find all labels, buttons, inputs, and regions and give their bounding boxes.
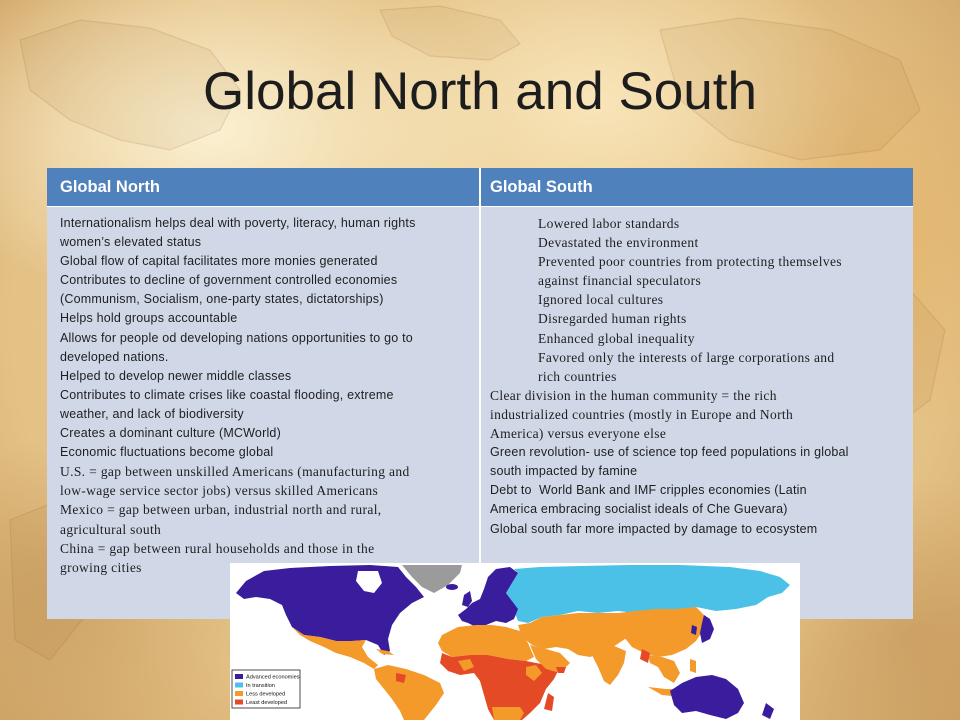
- south-item: [490, 233, 913, 252]
- region-iceland: [446, 584, 458, 590]
- region-south-america: [374, 665, 444, 720]
- global-south-cell: [481, 207, 913, 619]
- north-line: developed nations.: [60, 349, 169, 364]
- header-global-north: Global North: [47, 168, 479, 206]
- south-line: America) versus everyone else: [490, 426, 667, 442]
- north-line: Mexico = gap between urban, industrial north and rural,: [60, 502, 382, 518]
- north-item: [60, 462, 479, 500]
- region-southern-africa: [492, 707, 524, 720]
- north-line: (Communism, Socialism, one-party states, dictatorships): [60, 292, 384, 307]
- legend-swatch: [235, 700, 243, 705]
- north-line: weather, and lack of biodiversity: [60, 406, 244, 421]
- south-line: Enhanced global inequality: [538, 330, 695, 346]
- south-line: Disregarded human rights: [538, 311, 687, 327]
- comparison-table: [47, 168, 913, 619]
- region-india: [592, 643, 626, 685]
- south-line: Lowered labor standards: [538, 216, 680, 231]
- legend-swatch: [235, 683, 243, 688]
- header-global-south: Global South: [481, 168, 913, 206]
- north-line: low-wage service sector jobs) versus skilled Americans: [60, 483, 379, 499]
- north-line: Contributes to climate crises like coastal flooding, extreme: [60, 387, 394, 402]
- north-item: [60, 424, 479, 443]
- south-item: [490, 348, 913, 386]
- south-line: Debt to World Bank and IMF cripples economies (Latin: [490, 483, 807, 498]
- north-line: Helped to develop newer middle classes: [60, 368, 292, 383]
- legend-label: Least developed: [246, 700, 288, 706]
- north-line: U.S. = gap between unskilled Americans (manufacturing and: [60, 464, 410, 480]
- north-line: Internationalism helps deal with poverty, literacy, human rights: [60, 216, 416, 230]
- north-line: Contributes to decline of government controlled economies: [60, 273, 398, 288]
- north-line: growing cities: [60, 559, 142, 575]
- south-line: Devastated the environment: [538, 235, 699, 251]
- legend-label: Less developed: [246, 691, 286, 698]
- north-line: Allows for people od developing nations opportunities to go to: [60, 330, 413, 345]
- north-item: [60, 329, 479, 367]
- north-item: [60, 309, 479, 328]
- region-madagascar: [544, 693, 554, 711]
- south-line: Global south far more impacted by damage to ecosystem: [490, 521, 818, 536]
- legend-swatch: [235, 691, 243, 696]
- south-line: Favored only the interests of large corporations and: [538, 349, 835, 365]
- region-philippines: [690, 659, 696, 673]
- map-legend: [232, 670, 300, 708]
- north-line: agricultural south: [60, 521, 162, 537]
- north-line: Global flow of capital facilitates more monies generated: [60, 254, 378, 269]
- south-item: [490, 290, 913, 309]
- south-item: [490, 252, 913, 290]
- south-line: south impacted by famine: [490, 464, 638, 479]
- legend-label: Advanced economies: [246, 674, 300, 681]
- south-line: America embracing socialist ideals of Che Guevara): [490, 502, 788, 517]
- south-item: [490, 386, 913, 443]
- north-item: [60, 386, 479, 424]
- north-item: [60, 252, 479, 271]
- south-line: Ignored local cultures: [538, 292, 664, 308]
- south-item: [490, 214, 913, 233]
- south-line: industrialized countries (mostly in Europe and North: [490, 406, 794, 422]
- south-line: rich countries: [538, 368, 617, 384]
- region-new-zealand: [762, 703, 774, 719]
- south-item: [490, 443, 913, 481]
- south-line: against financial speculators: [538, 273, 702, 289]
- south-line: Prevented poor countries from protecting themselves: [538, 254, 842, 270]
- north-line: Creates a dominant culture (MCWorld): [60, 426, 281, 441]
- south-line: Green revolution- use of science top feed populations in global: [490, 445, 849, 460]
- north-line: Economic fluctuations become global: [60, 445, 274, 460]
- north-item: [60, 271, 479, 309]
- legend-label: In transition: [246, 683, 275, 689]
- world-development-map: [230, 563, 800, 720]
- north-item: [60, 214, 479, 252]
- north-item: [60, 443, 479, 462]
- south-item: [490, 309, 913, 328]
- slide-title: Global North and South: [203, 62, 757, 121]
- region-southeast-asia: [648, 655, 680, 683]
- north-item: [60, 500, 479, 538]
- north-item: [60, 367, 479, 386]
- north-line: China = gap between rural households and those in the: [60, 540, 375, 556]
- legend-swatch: [235, 674, 243, 679]
- south-item: [490, 520, 913, 539]
- south-line: Clear division in the human community = the rich: [490, 387, 777, 403]
- region-australia: [670, 675, 744, 719]
- world-map-graphic: [230, 563, 800, 720]
- south-item: [490, 329, 913, 348]
- north-line: Helps hold groups accountable: [60, 311, 238, 326]
- north-line: women’s elevated status: [60, 235, 202, 250]
- global-north-cell: [47, 207, 479, 619]
- texture-landmass: [380, 6, 520, 60]
- south-item: [490, 481, 913, 519]
